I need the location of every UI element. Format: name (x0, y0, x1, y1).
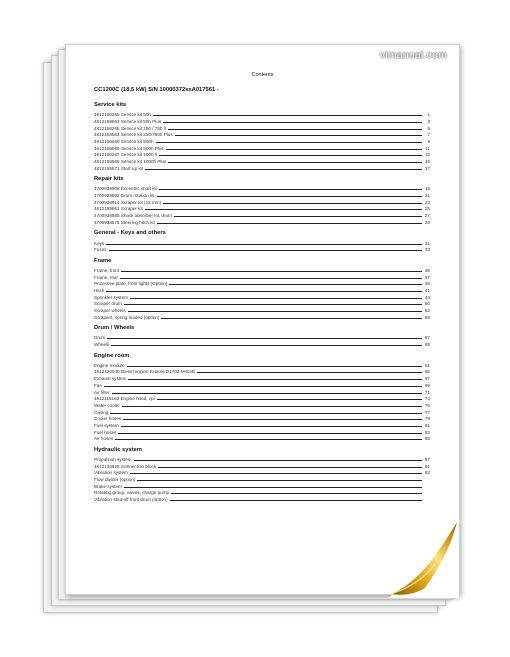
toc-entry-label: 4812120928 Connection block (94, 463, 157, 469)
toc-entry-page: 65 (424, 369, 430, 375)
leader-line (159, 188, 422, 190)
section-heading: Service kits (94, 102, 127, 108)
toc-entry-page: 29 (424, 219, 430, 225)
toc-entry[interactable] (94, 469, 430, 476)
toc-entry-label: Fuel system (94, 422, 119, 428)
toc-entry-page: 1 (427, 112, 430, 118)
toc-entry-page: 15 (424, 159, 430, 164)
toc-entry-label: 4812156266 Service kit 500h (94, 138, 154, 144)
leader-line (104, 385, 422, 387)
toc-entry-page: 55 (424, 314, 430, 320)
leader-line (156, 141, 422, 143)
section-heading: Frame (94, 257, 112, 264)
leader-line (170, 499, 422, 501)
toc-entry[interactable] (94, 191, 430, 198)
leader-line (163, 121, 422, 123)
toc-entry-label: 4812159565 Service kit 500h Plus (94, 145, 164, 151)
toc-entry[interactable] (94, 306, 430, 313)
toc-entry-page: 81 (424, 422, 430, 428)
model-heading: CC1200C (18,5 kW) S/N 10000372xxA017561 - (94, 87, 219, 93)
leader-line (127, 365, 422, 367)
toc-entry-label: 4700938892 Drum rotation kit (94, 193, 155, 199)
document-page (65, 44, 460, 595)
leader-line (111, 344, 422, 346)
toc-entry[interactable] (94, 408, 430, 415)
toc-entry[interactable] (94, 286, 430, 293)
leader-line (118, 432, 422, 434)
toc-entry[interactable] (94, 164, 430, 171)
toc-entry-page: 69 (424, 382, 430, 388)
toc-entry[interactable] (94, 475, 430, 482)
toc-entry[interactable] (94, 361, 430, 368)
leader-line (109, 249, 422, 251)
toc-entry[interactable] (94, 117, 430, 124)
leader-line (153, 114, 422, 116)
toc-entry-label: Keys (94, 240, 105, 246)
leader-line (130, 297, 422, 299)
watermark: vimanual.com (379, 49, 447, 61)
toc-entry-label: Air hoses (94, 436, 114, 442)
leader-line (106, 243, 422, 245)
toc-entry[interactable] (94, 280, 430, 287)
toc-entry-label: Fuel hoses (94, 429, 117, 435)
toc-entry-page: 53 (424, 308, 430, 313)
leader-line (122, 405, 422, 407)
toc-entry-label: Drum (94, 335, 106, 341)
toc-entry-page: 57 (424, 335, 430, 341)
toc-entry-page: 85 (424, 436, 430, 442)
toc-entry-page: 21 (424, 193, 430, 199)
leader-line (123, 418, 422, 420)
leader-line (157, 398, 422, 400)
toc-entry[interactable] (94, 381, 430, 388)
toc-entry-label: Brake system (94, 483, 122, 489)
toc-entry-page: 31 (424, 240, 430, 246)
page-title: Contents (251, 72, 274, 78)
leader-line (106, 290, 422, 292)
toc-entry-page: 33 (424, 247, 430, 253)
toc-entry[interactable] (94, 388, 430, 395)
toc-entry-label: Fuses (94, 247, 107, 253)
toc-entry-label: 4812120040 Diesel engine Kubota D1703-M-E4B (94, 369, 195, 375)
toc-entry-label: Rotating group, valves, charge pump (94, 490, 170, 496)
toc-entry-label: 4812159566 Service kit 1000h Plus (94, 159, 167, 164)
leader-line (166, 148, 422, 150)
toc-entry[interactable] (94, 368, 430, 375)
toc-entry[interactable] (94, 246, 430, 253)
toc-entry[interactable] (94, 435, 430, 442)
toc-entry[interactable] (94, 218, 430, 225)
toc-entry-page: 75 (424, 402, 430, 408)
toc-entry[interactable] (94, 205, 430, 212)
leader-line (120, 277, 422, 279)
toc-entry[interactable] (94, 185, 430, 192)
toc-entry-label: Flow divider (option) (94, 477, 136, 483)
section-heading: Engine room (94, 352, 130, 359)
toc-entry[interactable] (94, 131, 430, 138)
leader-line (137, 479, 422, 481)
toc-entry-label: Casing (94, 409, 109, 415)
leader-line (112, 392, 422, 394)
toc-entry-page: 17 (424, 165, 430, 171)
leader-line (128, 310, 422, 312)
toc-entry[interactable] (94, 340, 430, 347)
leader-line (110, 412, 422, 414)
toc-entry-label: 4812159563 Service kit 50h Plus (94, 118, 162, 124)
leader-line (157, 222, 422, 224)
toc-entry-page: 11 (425, 145, 430, 151)
leader-line (124, 303, 422, 305)
toc-entry[interactable] (94, 151, 430, 158)
leader-line (171, 492, 422, 494)
toc-entry[interactable] (94, 482, 430, 489)
toc-entry[interactable] (94, 455, 430, 462)
toc-entry[interactable] (94, 239, 430, 246)
leader-line (159, 154, 422, 156)
toc-entry-label: Water cooler (94, 402, 120, 408)
leader-line (163, 202, 422, 204)
toc-entry-label: Engine module (94, 362, 125, 368)
leader-line (157, 195, 422, 197)
leader-line (158, 466, 422, 468)
toc-entry[interactable] (94, 273, 430, 280)
toc-entry-page: 59 (424, 342, 430, 348)
toc-entry-label: Propulsion system (94, 457, 132, 462)
toc-entry[interactable] (94, 198, 430, 205)
leader-line (174, 215, 422, 217)
toc-entry[interactable] (94, 421, 430, 428)
leader-line (128, 378, 422, 380)
leader-line (121, 270, 422, 272)
toc-entry-label: 4700938575 Steering hitch kit (94, 219, 155, 225)
leader-line (161, 317, 422, 319)
toc-entry-label: Protective plate, front lights (Option) (94, 281, 168, 287)
leader-line (197, 371, 422, 373)
toc-entry-page: 19 (424, 186, 430, 192)
toc-entry-page: 67 (424, 376, 430, 382)
toc-entry[interactable] (94, 124, 430, 131)
section-heading: Hydraulic system (94, 446, 143, 453)
toc-entry-label: 4812156267 Service kit 1000 h (94, 152, 158, 158)
toc-entry[interactable] (94, 300, 430, 307)
toc-entry-label: Vibration shut-off front drum (option) (94, 497, 168, 503)
toc-entry-label: 4700938908 Eccentric shaft kit (94, 186, 157, 192)
leader-line (134, 459, 422, 461)
toc-entry-page: 43 (424, 294, 430, 300)
toc-entry-page: 71 (424, 389, 430, 395)
toc-entry[interactable] (94, 495, 430, 502)
toc-entry[interactable] (94, 334, 430, 341)
toc-entry-label: Scrapers, spring loaded (option) (94, 314, 160, 320)
toc-entry[interactable] (94, 428, 430, 435)
toc-entry-page: 9 (427, 138, 430, 144)
toc-entry[interactable] (94, 211, 430, 218)
section-heading: Drum / Wheels (94, 325, 135, 332)
toc-entry[interactable] (94, 293, 430, 300)
leader-line (130, 472, 422, 474)
toc-entry-page: 91 (424, 463, 430, 469)
toc-entry-label: Cooler hoses (94, 416, 122, 422)
leader-line (124, 486, 422, 488)
section-heading: General - Keys and others (94, 230, 166, 237)
page-curl-icon (385, 518, 463, 600)
toc-entry[interactable] (94, 111, 430, 118)
toc-entry[interactable] (94, 462, 430, 469)
toc-entry-page: 77 (424, 409, 430, 415)
toc-entry-label: Sprinkler system (94, 294, 128, 300)
toc-entry-label: 4812159571 Start-up kit (94, 165, 144, 171)
toc-entry[interactable] (94, 395, 430, 402)
toc-entry[interactable] (94, 415, 430, 422)
toc-entry-page: 27 (424, 213, 430, 219)
toc-entry-page: 7 (427, 132, 430, 138)
table-of-contents (94, 102, 430, 502)
toc-entry[interactable] (94, 489, 430, 496)
toc-entry-page: 50 (424, 301, 430, 307)
toc-entry-label: Frame, rear (94, 274, 118, 280)
toc-entry-page: 41 (424, 287, 430, 293)
leader-line (145, 208, 422, 210)
leader-line (168, 161, 422, 163)
toc-entry-page: 79 (424, 416, 430, 422)
toc-entry-label: Frame, front (94, 267, 120, 273)
toc-entry-page: 39 (424, 281, 430, 287)
toc-entry-label: 4812156266 Service kit 250 / 750 h (94, 125, 167, 131)
leader-line (175, 134, 422, 136)
toc-entry-page: 23 (424, 199, 430, 205)
toc-entry-page: 37 (424, 274, 430, 280)
toc-entry-page: 3 (427, 118, 430, 124)
toc-entry-label: 4812159661 Scraper kit (94, 206, 143, 212)
toc-entry-label: Vibration system (94, 470, 128, 476)
toc-entry-page: 73 (424, 396, 430, 402)
toc-entry[interactable] (94, 266, 430, 273)
toc-entry-label: Scraper drum (94, 301, 122, 307)
toc-entry-page: 25 (424, 206, 430, 212)
toc-entry-page: 61 (424, 362, 430, 368)
leader-line (169, 283, 422, 285)
section-heading: Repair kits (94, 176, 124, 183)
toc-entry[interactable] (94, 157, 430, 164)
toc-entry[interactable] (94, 313, 430, 320)
toc-entry-label: 4700938914 Scraper kit (12 mm) (94, 199, 162, 205)
leader-line (115, 438, 422, 440)
toc-entry-label: 4700938885 Shock absorber kit, drum (94, 213, 172, 219)
toc-entry-page: 5 (427, 125, 430, 131)
toc-entry-page: 93 (424, 470, 430, 476)
toc-entry-label: Exhaust system (94, 376, 127, 382)
toc-entry-label: 4812156265 Service kit 50h (94, 112, 151, 118)
toc-entry-label: Fan (94, 382, 102, 388)
leader-line (121, 425, 422, 427)
toc-entry-label: Wheels (94, 342, 110, 348)
toc-entry[interactable] (94, 137, 430, 144)
toc-entry[interactable] (94, 144, 430, 151)
toc-entry-page: 83 (424, 429, 430, 435)
toc-entry-label: Scraper wheels (94, 308, 126, 313)
toc-entry-page: 35 (424, 267, 430, 273)
toc-entry-label: Air filter (94, 389, 110, 395)
toc-entry-label: 4812159564 Service kit 250/750h Plus (94, 132, 173, 138)
toc-entry-label: 4812118163 Engine hood, cpl (94, 396, 155, 402)
leader-line (107, 337, 422, 339)
toc-entry[interactable] (94, 401, 430, 408)
toc-entry-page: 87 (424, 457, 430, 462)
toc-entry-label: Hitch (94, 287, 105, 293)
leader-line (145, 168, 422, 170)
toc-entry-page: 13 (424, 152, 430, 158)
toc-entry[interactable] (94, 374, 430, 381)
leader-line (168, 128, 422, 130)
